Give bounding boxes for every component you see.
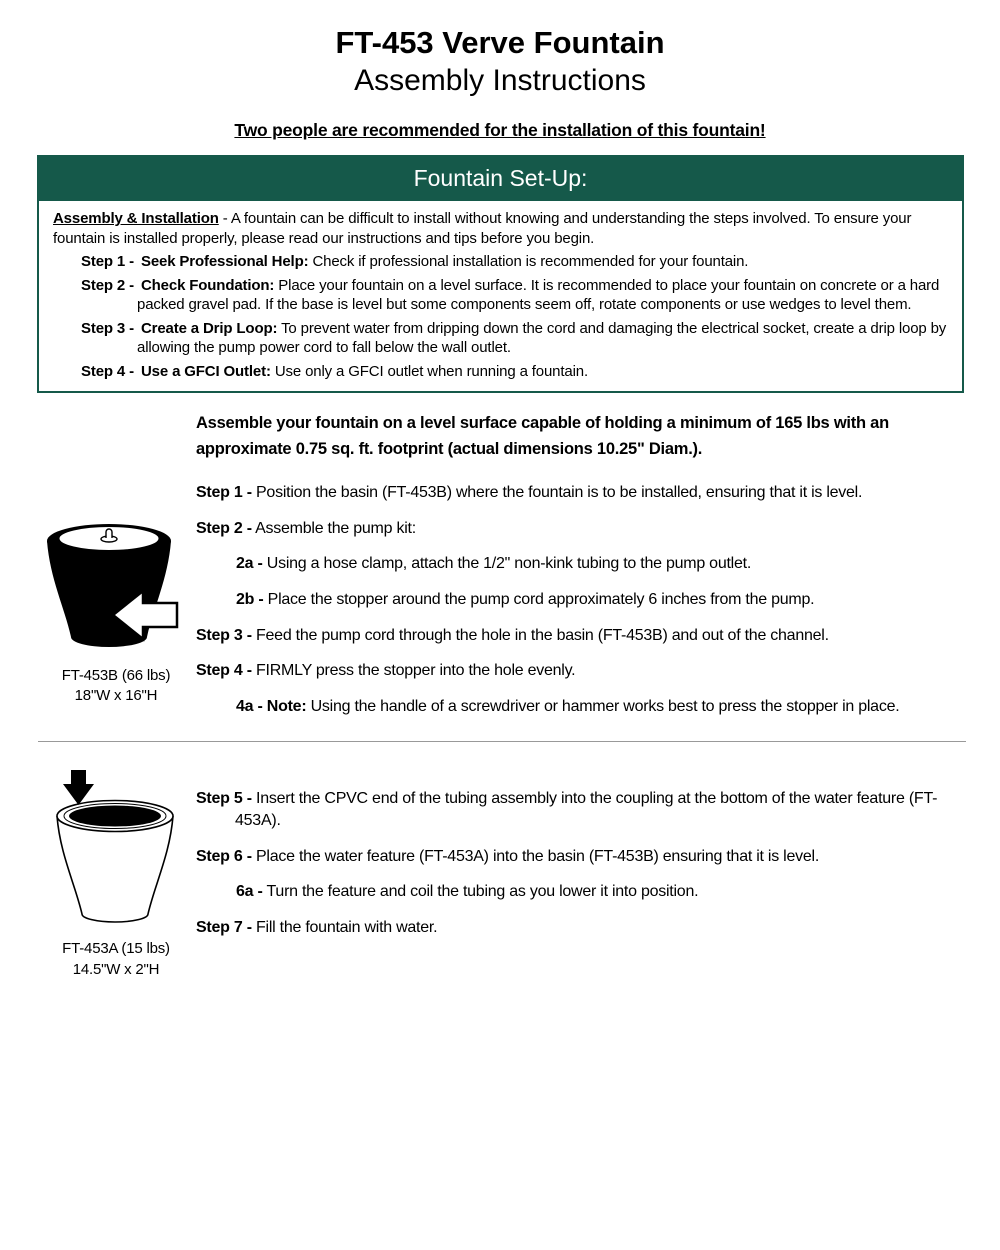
- black-basin-illustration: [31, 511, 201, 661]
- assembly-step-4a: [236, 696, 966, 718]
- pump-outlet-stem: [106, 529, 112, 538]
- setup-step-4-name: Use a GFCI Outlet:: [140, 362, 271, 380]
- setup-step-4-label: Step 4 -: [81, 362, 134, 380]
- setup-intro-label: Assembly & Installation: [53, 210, 219, 228]
- setup-step-4-text: Use only a GFCI outlet when running a fountain.: [274, 362, 588, 380]
- page-title: FT-453 Verve Fountain: [335, 25, 665, 60]
- feature-top-disc: [69, 806, 161, 827]
- assembly-step-5-label: Step 5 -: [196, 790, 252, 808]
- figure1-model: FT-453B (66 lbs): [61, 667, 171, 685]
- figure-column-1: [0, 411, 196, 731]
- figure-column-2: [0, 742, 196, 980]
- assembly-step-6a-label: 6a -: [236, 883, 263, 901]
- assembly-step-4a-label: 4a - Note:: [236, 697, 307, 715]
- water-feature-illustration: [45, 768, 187, 934]
- setup-box-header: Fountain Set-Up:: [39, 157, 962, 201]
- assembly-step-3-label: Step 3 -: [196, 626, 252, 644]
- assembly-step-2a-text: Using a hose clamp, attach the 1/2" non-kink tubing to the pump outlet.: [266, 555, 752, 573]
- assembly-step-2-label: Step 2 -: [196, 519, 252, 537]
- assembly-step-3-text: Feed the pump cord through the hole in the basin (FT-453B) and out of the channel.: [256, 626, 829, 644]
- setup-step-2-label: Step 2 -: [81, 276, 134, 294]
- surface-requirement-note: Assemble your fountain on a level surface capable of holding a minimum of 165 lbs with an approximate 0.75 sq. ft. footprint (actual dimensions 10.25" Diam.).: [196, 414, 889, 458]
- assembly-step-5: [196, 788, 966, 831]
- assembly-row-1: [0, 411, 1000, 731]
- figure2-model: FT-453A (15 lbs): [62, 940, 170, 958]
- assembly-step-6-text: Place the water feature (FT-453A) into the basin (FT-453B) ensuring that it is level.: [256, 847, 820, 865]
- assembly-step-7: [196, 917, 966, 939]
- page-subtitle: Assembly Instructions: [354, 64, 646, 98]
- assembly-step-4-text: FIRMLY press the stopper into the hole evenly.: [256, 662, 576, 680]
- setup-intro-text: - A fountain can be difficult to install without knowing and understanding the steps involved. To ensure your fountain is installed properly, please read our instructions and tips before you begin.: [53, 210, 912, 247]
- assembly-instructions: [0, 411, 1000, 980]
- setup-step-3-label: Step 3 -: [81, 319, 134, 337]
- installation-notice: Two people are recommended for the installation of this fountain!: [234, 120, 766, 141]
- assembly-step-2-text: Assemble the pump kit:: [255, 519, 416, 537]
- figure-basin-ft453b: [31, 511, 201, 707]
- assembly-step-1-label: Step 1 -: [196, 484, 252, 502]
- assembly-step-7-text: Fill the fountain with water.: [256, 918, 438, 936]
- assembly-step-6a: [236, 881, 966, 903]
- figure1-caption: [62, 666, 171, 707]
- figure-water-feature-ft453a: [45, 768, 187, 980]
- assembly-row-2: [0, 742, 1000, 980]
- assembly-step-3: [196, 625, 966, 647]
- setup-step-2-name: Check Foundation:: [140, 276, 275, 294]
- setup-box-body: [39, 201, 962, 391]
- assembly-step-6-label: Step 6 -: [196, 847, 252, 865]
- setup-intro: [53, 209, 949, 248]
- setup-step-3: [53, 319, 949, 358]
- assembly-step-2a: [236, 553, 966, 575]
- assembly-step-6a-text: Turn the feature and coil the tubing as you lower it into position.: [266, 883, 699, 901]
- setup-step-1-text: Check if professional installation is recommended for your fountain.: [312, 253, 749, 271]
- assembly-step-6: [196, 846, 966, 868]
- assembly-step-2b-text: Place the stopper around the pump cord approximately 6 inches from the pump.: [267, 591, 815, 608]
- assembly-step-4-label: Step 4 -: [196, 662, 252, 680]
- down-arrow-icon: [63, 770, 94, 805]
- steps-column-2: [196, 742, 1000, 980]
- assembly-step-2b-label: 2b -: [236, 591, 264, 608]
- fountain-setup-box: [37, 155, 964, 393]
- figure1-size: 18"W x 16"H: [74, 687, 158, 705]
- setup-step-1-label: Step 1 -: [81, 253, 134, 271]
- figure2-caption: [62, 939, 170, 980]
- assembly-step-2: [196, 518, 966, 540]
- setup-step-1-name: Seek Professional Help:: [140, 253, 309, 271]
- assembly-step-7-label: Step 7 -: [196, 918, 252, 936]
- figure2-size: 14.5"W x 2"H: [72, 960, 160, 978]
- assembly-step-2a-label: 2a -: [236, 555, 263, 573]
- setup-step-3-name: Create a Drip Loop:: [140, 319, 278, 337]
- assembly-step-1-text: Position the basin (FT-453B) where the fountain is to be installed, ensuring that it is level.: [256, 484, 863, 502]
- assembly-step-5-text: Insert the CPVC end of the tubing assembly into the coupling at the bottom of the water feature (FT-453A).: [235, 790, 938, 829]
- setup-step-2: [53, 276, 949, 315]
- assembly-step-4a-text: Using the handle of a screwdriver or hammer works best to press the stopper in place.: [310, 697, 900, 715]
- setup-step-3-text: To prevent water from dripping down the cord and damaging the electrical socket, create a drip loop by allowing the pump power cord to fall below the wall outlet.: [137, 319, 947, 357]
- setup-step-1: [53, 252, 949, 272]
- setup-step-4: [53, 362, 949, 382]
- steps-column-1: [196, 411, 1000, 731]
- setup-step-2-text: Place your fountain on a level surface. It is recommended to place your fountain on concrete or a hard packed gravel pad. If the base is level but some components seem off, rotate components or use wedges to level them.: [137, 276, 940, 314]
- assembly-step-2b: [236, 589, 966, 611]
- assembly-step-4: [196, 660, 966, 682]
- assembly-step-1: [196, 482, 966, 504]
